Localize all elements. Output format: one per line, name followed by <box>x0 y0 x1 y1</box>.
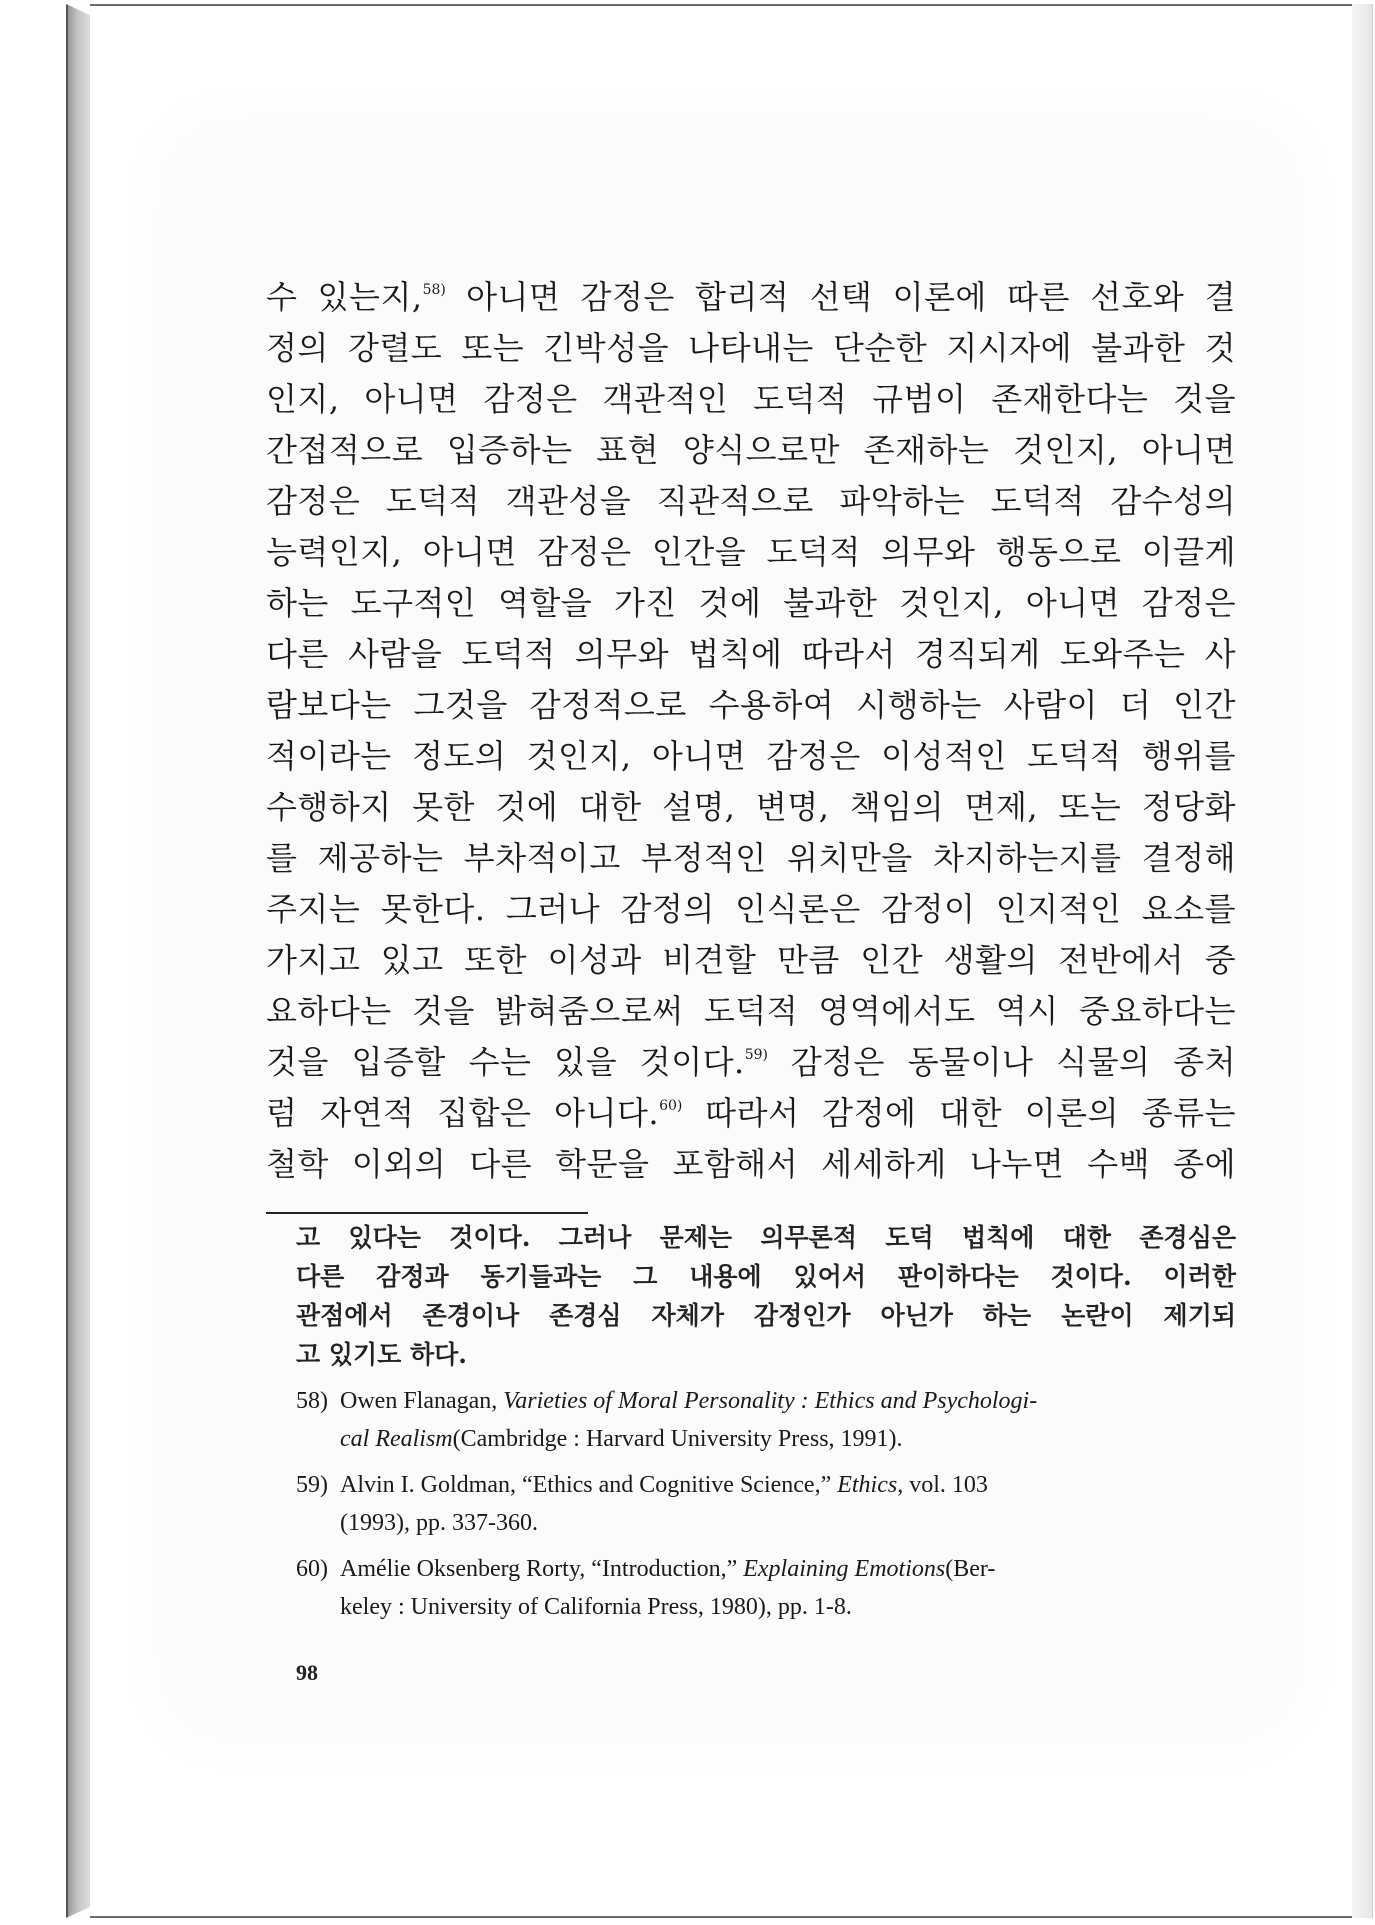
body-text-segment: 아니면 감정은 합리적 선택 이론에 따른 선호와 결 <box>445 278 1236 316</box>
body-text-segment: 감정은 동물이나 식물의 종처 <box>767 1043 1236 1081</box>
body-text-segment: 수 있는지, <box>266 278 423 316</box>
body-line <box>266 527 1236 578</box>
body-line <box>266 833 1236 884</box>
page-number: 98 <box>296 1660 318 1685</box>
footnote-58 <box>296 1382 1236 1458</box>
footnote-author: Amélie Oksenberg Rorty, “Introduction,” <box>340 1556 744 1582</box>
footnote-title: Explaining Emotions <box>743 1556 946 1582</box>
footnote-publisher: keley : University of California Press, 1980), pp. 1-8. <box>340 1594 852 1620</box>
footnote-marker[interactable]: 58) <box>422 282 446 298</box>
footnote-separator <box>266 1212 588 1214</box>
body-text-segment: 주지는 못한다. 그러나 감정의 인식론은 감정이 인지적인 요소를 <box>266 890 1236 928</box>
footnote-author: Alvin I. Goldman, “Ethics and Cognitive Science,” <box>340 1472 838 1498</box>
body-line <box>266 476 1236 527</box>
footnote-number: 58) <box>296 1388 328 1414</box>
body-line <box>266 986 1236 1037</box>
body-paragraph <box>266 272 1236 1190</box>
footnote-number: 59) <box>296 1472 328 1498</box>
body-line <box>266 680 1236 731</box>
body-text-segment: 요하다는 것을 밝혀줌으로써 도덕적 영역에서도 역시 중요하다는 <box>266 992 1236 1030</box>
body-line <box>266 731 1236 782</box>
footnote-number: 60) <box>296 1556 328 1582</box>
footnote-volume: , vol. 103 <box>897 1472 988 1498</box>
body-text-segment: 적이라는 정도의 것인지, 아니면 감정은 이성적인 도덕적 행위를 <box>266 737 1236 775</box>
body-line <box>266 1088 1236 1139</box>
body-line <box>266 272 1236 323</box>
footnote-title-cont: cal Realism <box>340 1426 453 1452</box>
body-line <box>266 935 1236 986</box>
body-text-segment: 간접적으로 입증하는 표현 양식으로만 존재하는 것인지, 아니면 <box>266 431 1236 469</box>
body-text-segment: 정의 강렬도 또는 긴박성을 나타내는 단순한 지시자에 불과한 것 <box>266 329 1236 367</box>
body-text-segment: 럼 자연적 집합은 아니다. <box>266 1094 660 1132</box>
body-line <box>266 884 1236 935</box>
body-line <box>266 1139 1236 1190</box>
body-line <box>266 578 1236 629</box>
footnote-author: Owen Flanagan, <box>340 1388 504 1414</box>
page-edge-left <box>66 4 92 1918</box>
body-text-segment: 것을 입증할 수는 있을 것이다. <box>266 1043 745 1081</box>
body-text-segment: 수행하지 못한 것에 대한 설명, 변명, 책임의 면제, 또는 정당화 <box>266 788 1236 826</box>
body-text-segment: 다른 사람을 도덕적 의무와 법칙에 따라서 경직되게 도와주는 사 <box>266 635 1236 673</box>
footnote-continuation-line: 다른 감정과 동기들과는 그 내용에 있어서 판이하다는 것이다. 이러한 <box>296 1262 1236 1291</box>
footnote-continuation-line: 고 있기도 하다. <box>296 1340 468 1369</box>
footnote-59 <box>296 1466 1236 1542</box>
footnote-marker[interactable]: 60) <box>659 1098 683 1114</box>
body-text-segment: 하는 도구적인 역할을 가진 것에 불과한 것인지, 아니면 감정은 <box>266 584 1236 622</box>
footnote-continuation-line: 고 있다는 것이다. 그러나 문제는 의무론적 도덕 법칙에 대한 존경심은 <box>296 1223 1236 1252</box>
body-line <box>266 374 1236 425</box>
footnote-pages: (1993), pp. 337-360. <box>340 1510 538 1536</box>
body-text-segment: 감정은 도덕적 객관성을 직관적으로 파악하는 도덕적 감수성의 <box>266 482 1236 520</box>
body-line <box>266 782 1236 833</box>
footnote-title: Varieties of Moral Personality : Ethics and Psychologi- <box>503 1388 1038 1414</box>
body-text-segment: 를 제공하는 부차적이고 부정적인 위치만을 차지하는지를 결정해 <box>266 839 1236 877</box>
footnote-continuation-line: 관점에서 존경이나 존경심 자체가 감정인가 아닌가 하는 논란이 제기되 <box>296 1301 1236 1330</box>
footnote-journal: Ethics <box>837 1472 898 1498</box>
body-text-segment: 람보다는 그것을 감정적으로 수용하여 시행하는 사람이 더 인간 <box>266 686 1236 724</box>
footnote-60 <box>296 1550 1236 1626</box>
body-text-segment: 철학 이외의 다른 학문을 포함해서 세세하게 나누면 수백 종에 <box>266 1145 1236 1183</box>
body-text-segment: 인지, 아니면 감정은 객관적인 도덕적 규범이 존재한다는 것을 <box>266 380 1236 418</box>
body-line <box>266 1037 1236 1088</box>
page-edge-right <box>1352 4 1373 1918</box>
body-line <box>266 629 1236 680</box>
body-text-segment: 따라서 감정에 대한 이론의 종류는 <box>682 1094 1236 1132</box>
footnote-marker[interactable]: 59) <box>744 1047 768 1063</box>
footnote-publisher: (Cambridge : Harvard University Press, 1991). <box>452 1426 903 1452</box>
body-line <box>266 425 1236 476</box>
body-text-segment: 가지고 있고 또한 이성과 비견할 만큼 인간 생활의 전반에서 중 <box>266 941 1236 979</box>
footnotes <box>296 1218 1236 1626</box>
body-text-segment: 능력인지, 아니면 감정은 인간을 도덕적 의무와 행동으로 이끌게 <box>266 533 1236 571</box>
body-line <box>266 323 1236 374</box>
footnote-publisher-start: (Ber- <box>945 1556 996 1582</box>
